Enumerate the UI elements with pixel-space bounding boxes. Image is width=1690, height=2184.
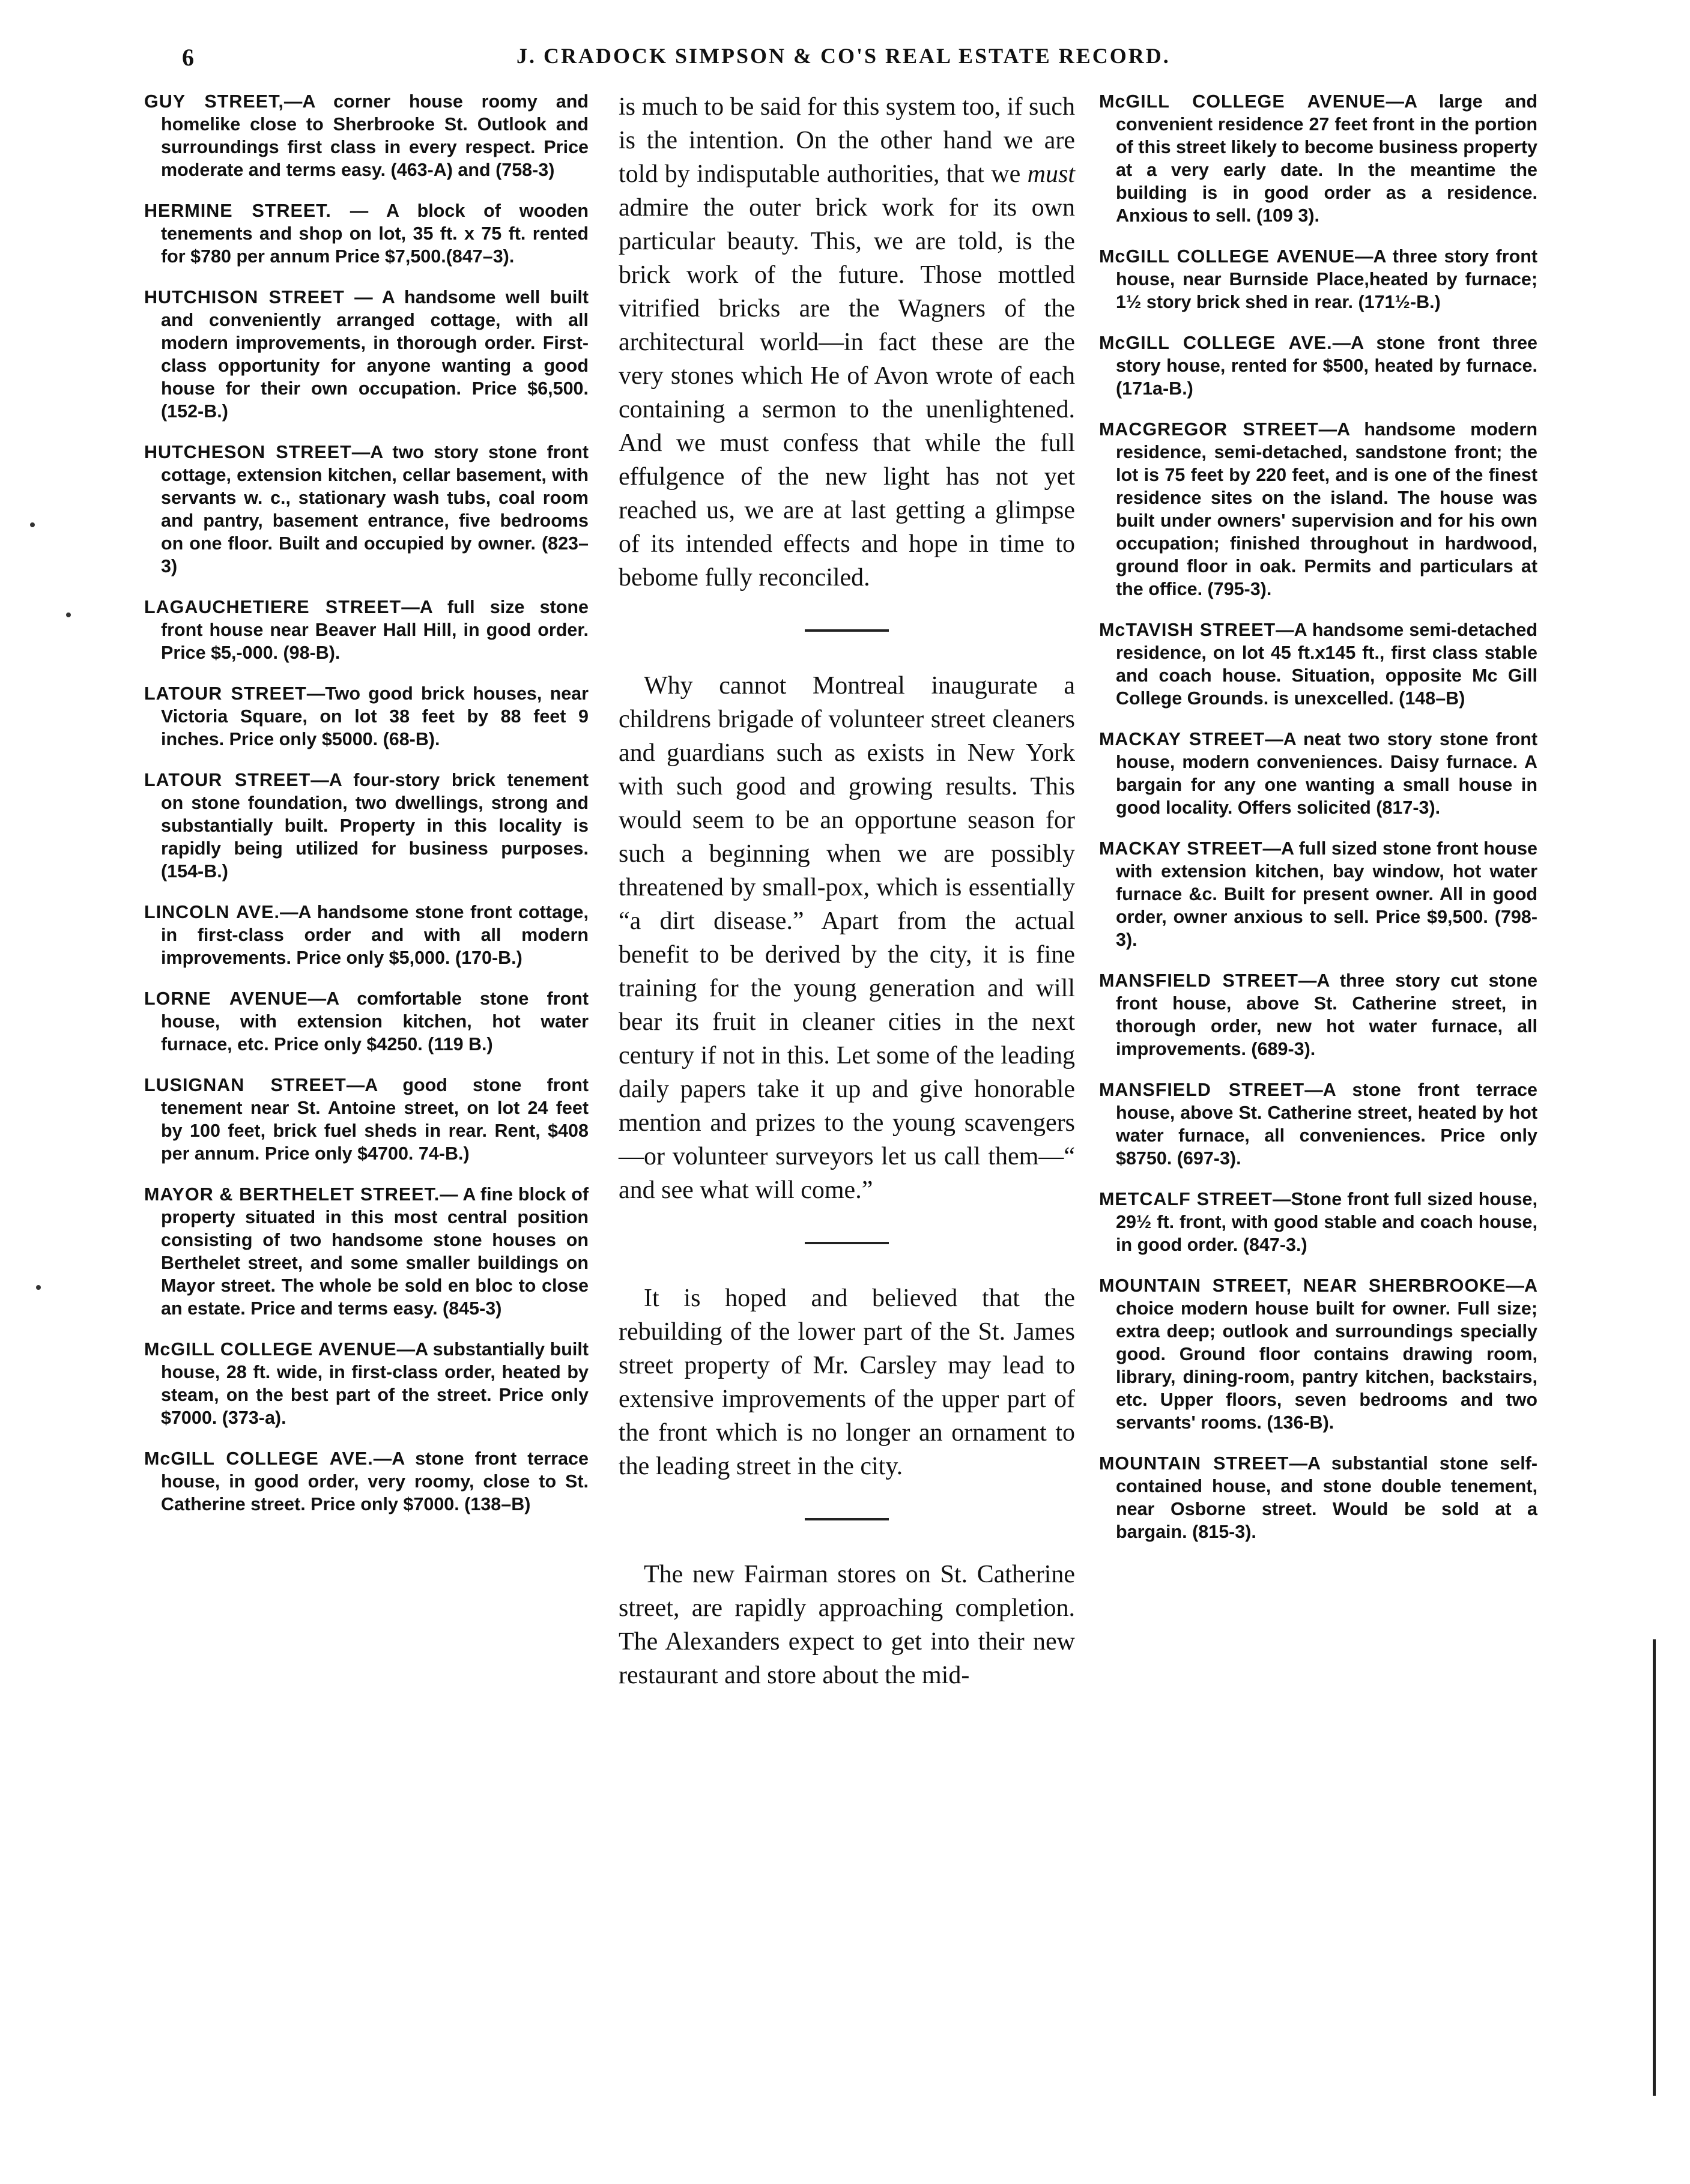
listing <box>144 987 589 1056</box>
listing-text: —A good stone front tenement near St. Antoine street, on lot 24 feet by 100 feet, brick fuel sheds in rear. Rent, $408 per annum. Price only $4700. 74-B.) <box>161 1075 589 1164</box>
listing-text: —A handsome modern residence, semi-detached, sandstone front; the lot is 75 feet by 220 feet, and is one of the finest residence sites on the island. The house was built under owners' supervision and for his own occupation; finished throughout in hardwood, ground floor in oak. Permits and particulars at the office. (795-3). <box>1116 419 1537 599</box>
listing-text: —A choice modern house built for owner. Full size; extra deep; outlook and surroundings specially good. Ground floor contains drawing room, library, dining-room, pantry kitchen, backstairs, etc. Upper floors, seven bedrooms and two servants' rooms. (136-B). <box>1116 1275 1537 1433</box>
listing <box>1099 728 1537 819</box>
editorial-paragraph-3: It is hoped and believed that the rebuilding of the lower part of the St. James street property of Mr. Carsley may lead to extensive improvements of the upper part of the front which is no longer an ornament to the leading street in the city. <box>619 1284 1075 1480</box>
listing-text: — A block of wooden tenements and shop on lot, 35 ft. x 75 ft. rented for $780 per annum Price $7,500.(847–3). <box>161 201 589 267</box>
listing-street: LATOUR STREET <box>144 770 311 790</box>
listing <box>144 769 589 883</box>
listing <box>144 441 589 578</box>
section-divider <box>805 1242 889 1244</box>
listing-text: —A substantial stone self-contained house, and stone double tenement, near Osborne street. Would be sold at a bargain. (815-3). <box>1116 1453 1537 1542</box>
listing-street: MANSFIELD STREET <box>1099 1080 1305 1100</box>
listing-text: — A handsome well built and conveniently arranged cottage, with all modern improvements, in thorough order. First-class opportunity for anyone wanting a good house for their own occupation. Price $6,500. (152-B.) <box>161 287 589 422</box>
listing-street: MACGREGOR STREET <box>1099 419 1319 440</box>
listing-text: —A handsome semi-detached residence, on lot 45 ft.x145 ft., first class stable and coach house. Situation, opposite Mc Gill College Grounds. is unexcelled. (148–B) <box>1116 620 1537 709</box>
listing <box>144 1447 589 1516</box>
editorial-paragraph-1 <box>619 90 1075 594</box>
listing-text: —A two story stone front cottage, extension kitchen, cellar basement, with servants w. c., stationary wash tubs, coal room and pantry, basement entrance, five bedrooms on one floor. Built and occupied by owner. (823–3) <box>161 442 589 576</box>
scan-speck <box>30 522 35 527</box>
section-divider <box>805 629 889 632</box>
listing-street: McGILL COLLEGE AVENUE <box>144 1339 397 1360</box>
listing <box>144 682 589 751</box>
middle-column <box>619 90 1075 1692</box>
listing <box>144 1338 589 1429</box>
listing-street: LAGAUCHETIERE STREET <box>144 597 402 617</box>
listing <box>144 901 589 969</box>
listing <box>1099 418 1537 600</box>
listing-text: —A three story front house, near Burnside Place,heated by furnace; 1½ story brick shed in rear. (171½-B.) <box>1116 246 1537 312</box>
scan-edge-mark <box>1653 1639 1656 2096</box>
listing-text: —A four-story brick tenement on stone foundation, two dwellings, strong and substantially built. Property in this locality is rapidly being utilized for business purposes. (154-B.) <box>161 770 589 882</box>
listing-text: —A handsome stone front cottage, in first-class order and with all modern improvements. Price only $5,000. (170-B.) <box>161 902 589 968</box>
left-column <box>144 90 589 1534</box>
listing-street: HERMINE STREET. <box>144 201 332 221</box>
listing-text: — A fine block of property situated in this most central position consisting of two handsome stone houses on Berthelet street, and some smaller buildings on Mayor street. The whole be sold en bloc to close an estate. Price and terms easy. (845-3) <box>161 1184 589 1319</box>
listing-street: McGILL COLLEGE AVENUE <box>1099 91 1386 112</box>
listing <box>144 596 589 664</box>
editorial-paragraph-4: The new Fairman stores on St. Catherine street, are rapidly approaching completion. The Alexanders expect to get into their new restaurant and store about the mid- <box>619 1561 1075 1689</box>
listing-text: —A large and convenient residence 27 feet front in the portion of this street likely to become business property at a very early date. In the meantime the building is in good order as a residence. Anxious to sell. (109 3). <box>1116 91 1538 226</box>
listing-text: —A corner house roomy and homelike close to Sherbrooke St. Outlook and surroundings first class in every respect. Price moderate and terms easy. (463-A) and (758-3) <box>161 91 589 180</box>
listing-text: —A stone front terrace house, in good order, very roomy, close to St. Catherine street. Price only $7000. (138–B) <box>161 1448 589 1514</box>
listing <box>144 286 589 423</box>
paragraph-text: is much to be said for this system too, if such is the intention. On the other hand we are told by indisputable authorities, that we <box>619 93 1075 188</box>
listing <box>1099 1078 1537 1170</box>
listing-text: —Two good brick houses, near Victoria Square, on lot 38 feet by 88 feet 9 inches. Price only $5000. (68-B). <box>161 683 589 749</box>
listing-text: —A full sized stone front house with extension kitchen, bay window, hot water furnace &c. Built for present owner. All in good order, owner anxious to sell. Price $9,500. (798-3). <box>1116 838 1537 950</box>
listing <box>1099 1274 1537 1434</box>
listing <box>1099 619 1537 710</box>
editorial-paragraph-2: Why cannot Montreal inaugurate a childrens brigade of volunteer street cleaners and guardians such as exists in New York with such good and growing results. This would seem to be an opportune season for such a beginning when we are possibly threatened by small-pox, which is essentially “a dirt disease.” Apart from the actual benefit to be derived by the city, it is fine training for the young generation and will bear its fruit in cleaner cities in the next century if not in this. Let some of the leading daily papers take it up and give honorable mention and prizes to the young scavengers—or volunteer surveyors let us call them—“ and see what will come.” <box>619 672 1075 1204</box>
listing-street: McGILL COLLEGE AVENUE <box>1099 246 1355 267</box>
listing <box>144 90 589 181</box>
listing <box>1099 90 1537 227</box>
listing-street: MACKAY STREET <box>1099 838 1263 859</box>
listing-street: HUTCHISON STREET <box>144 287 345 307</box>
listing <box>1099 969 1537 1060</box>
listing-street: MACKAY STREET <box>1099 729 1265 749</box>
listing-street: METCALF STREET <box>1099 1189 1273 1209</box>
page-header <box>0 43 1690 85</box>
listing <box>144 199 589 268</box>
listing-street: MAYOR & BERTHELET STREET. <box>144 1184 440 1205</box>
listing <box>1099 837 1537 951</box>
listing-street: LINCOLN AVE. <box>144 902 280 922</box>
right-column <box>1099 90 1537 1561</box>
listing-street: MOUNTAIN STREET, NEAR SHERBROOKE <box>1099 1275 1506 1296</box>
listing-street: GUY STREET, <box>144 91 284 112</box>
section-divider <box>805 1518 889 1520</box>
page-number: 6 <box>182 44 194 71</box>
listing <box>1099 331 1537 400</box>
scan-speck <box>66 613 71 617</box>
listing-street: LUSIGNAN STREET <box>144 1075 347 1095</box>
listing-street: McTAVISH STREET <box>1099 620 1276 640</box>
listing-street: McGILL COLLEGE AVE. <box>1099 333 1333 353</box>
listing-text: —A full size stone front house near Beaver Hall Hill, in good order. Price $5,-000. (98-B). <box>161 597 589 663</box>
listing-street: LATOUR STREET <box>144 683 307 704</box>
listing-street: MOUNTAIN STREET <box>1099 1453 1289 1474</box>
listing-street: HUTCHESON STREET <box>144 442 352 462</box>
paragraph-text: admire the outer brick work for its own particular beauty. This, we are told, is the brick work of the future. Those mottled vitrified bricks are the Wagners of the architectural world—in fact these are the very stones which He of Avon wrote of each containing a sermon to the unenlightened. And we must confess that while the full effulgence of the new light has not yet reached us, we are at last getting a glimpse of its intended effects and hope in time to bebome fully reconciled. <box>619 194 1075 591</box>
listing-text: —A comfortable stone front house, with extension kitchen, hot water furnace, etc. Price only $4250. (119 B.) <box>161 988 589 1054</box>
listing-text: —A stone front three story house, rented for $500, heated by furnace. (171a-B.) <box>1116 333 1537 399</box>
listing <box>1099 1188 1537 1256</box>
listing-text: —A substantially built house, 28 ft. wide, in first-class order, heated by steam, on the best part of the street. Price only $7000. (373-a). <box>161 1339 589 1428</box>
listing-street: McGILL COLLEGE AVE. <box>144 1448 374 1469</box>
listing <box>1099 245 1537 313</box>
emphasis-text: must <box>1027 160 1075 188</box>
listing-street: MANSFIELD STREET <box>1099 970 1298 991</box>
listing <box>144 1183 589 1320</box>
listing-street: LORNE AVENUE <box>144 988 308 1009</box>
listing <box>1099 1452 1537 1543</box>
listing <box>144 1074 589 1165</box>
listing-text: —Stone front full sized house, 29½ ft. front, with good stable and coach house, in good order. (847-3.) <box>1116 1189 1537 1255</box>
running-title: J. CRADOCK SIMPSON & CO'S REAL ESTATE RECORD. <box>516 44 1171 68</box>
listing-text: —A stone front terrace house, above St. Catherine street, heated by hot water furnace, all conveniences. Price only $8750. (697-3). <box>1116 1080 1537 1169</box>
scan-speck <box>36 1285 41 1290</box>
listing-text: —A three story cut stone front house, above St. Catherine street, in thorough order, new hot water furnace, all improvements. (689-3). <box>1116 970 1537 1059</box>
listing-text: —A neat two story stone front house, modern conveniences. Daisy furnace. A bargain for any one wanting a small house in good locality. Offers solicited (817-3). <box>1116 729 1537 818</box>
